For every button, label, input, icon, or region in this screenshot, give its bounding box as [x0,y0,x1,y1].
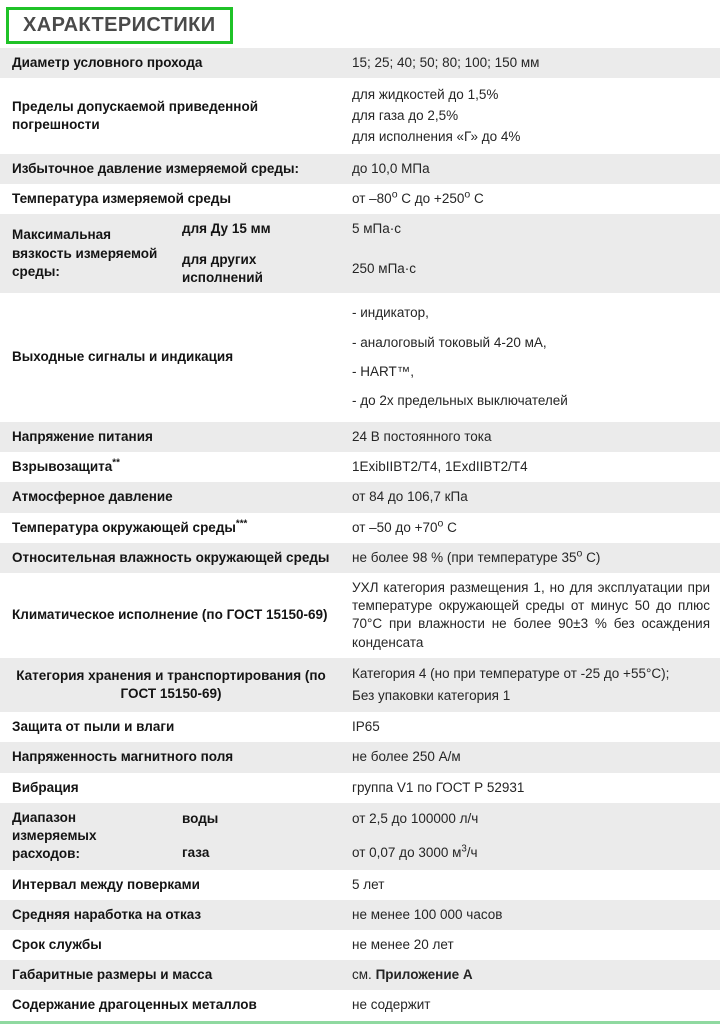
table-row-medium-temp [0,184,720,214]
medium-temp-mid: С до +250 [397,191,465,207]
row-sublabel-viscosity-du15: для Ду 15 мм [170,214,340,244]
row-value-precious-metals: не содержит [340,990,720,1020]
footnote-marker: *** [235,518,248,529]
row-value-ambient-temp [340,513,720,543]
row-value-mtbf: не менее 100 000 часов [340,900,720,930]
output-signal-limit-switches: - до 2х предельных выключателей [352,393,568,409]
table-row-viscosity-du15 [0,214,720,244]
row-sublabel-viscosity-other: для других исполнений [170,245,340,293]
bottom-accent-rule [0,1021,720,1024]
specifications-table [0,48,720,1021]
table-row-output-signals [0,293,720,422]
row-label-vibration: Вибрация [0,773,340,803]
table-row-service-life [0,930,720,960]
medium-temp-from: от –80 [352,191,392,207]
row-label-output-signals: Выходные сигналы и индикация [0,293,340,422]
row-label-supply-voltage: Напряжение питания [0,422,340,452]
flow-gas-unit: /ч [466,844,478,860]
error-limit-gas: для газа до 2,5% [352,107,459,123]
row-label-atmospheric-pressure: Атмосферное давление [0,482,340,512]
row-value-flow-water: от 2,5 до 100000 л/ч [340,803,720,836]
cubic-exponent: 3 [461,843,467,855]
explosion-protection-text: Взрывозащита [12,459,113,475]
page-title-box [6,7,233,44]
table-row-mtbf [0,900,720,930]
ambient-temp-unit: С [443,519,457,535]
table-row-ambient-temp [0,513,720,543]
row-value-pressure: до 10,0 МПа [340,154,720,184]
row-value-climate: УХЛ категория размещения 1, но для эксплуатации при температуре окружающей среды от минус 50 до плюс 70°С при влажности не более 90±3 % без осаждения конденсата [340,573,720,658]
row-value-viscosity-other: 250 мПа·с [340,245,720,293]
output-signal-hart: - HART™, [352,363,415,379]
row-sublabel-flow-water: воды [170,803,340,836]
table-row-atmospheric-pressure [0,482,720,512]
footnote-marker: ** [112,457,120,469]
row-label-viscosity: Максимальная вязкость измеряемой среды: [0,214,170,293]
row-value-service-life: не менее 20 лет [340,930,720,960]
degree-sign: о [464,188,471,201]
row-value-vibration: группа V1 по ГОСТ Р 52931 [340,773,720,803]
row-label-service-life: Срок службы [0,930,340,960]
table-row-calibration-interval [0,870,720,900]
row-value-output-signals [340,293,720,422]
row-label-explosion-protection [0,452,340,482]
table-row-precious-metals [0,990,720,1020]
humidity-value: не более 98 % (при температуре 35 [352,549,577,565]
row-value-humidity [340,543,720,573]
row-label-pressure: Избыточное давление измеряемой среды: [0,154,340,184]
row-label-medium-temp: Температура измеряемой среды [0,184,340,214]
row-label-ingress: Защита от пыли и влаги [0,712,340,742]
table-row-dimensions [0,960,720,990]
table-row-diameter [0,48,720,78]
row-label-mtbf: Средняя наработка на отказ [0,900,340,930]
ambient-temp-range: от –50 до +70 [352,519,438,535]
storage-category-4: Категория 4 (но при температуре от -25 до +55°С); [352,666,670,682]
table-row-flow-water [0,803,720,836]
row-value-storage [340,658,720,712]
output-signal-indicator: - индикатор, [352,305,429,321]
humidity-unit: С) [582,549,601,565]
table-row-magnetic-field [0,742,720,772]
row-value-error-limits [340,78,720,154]
row-value-medium-temp [340,184,720,214]
row-value-ingress: IP65 [340,712,720,742]
dimensions-see-prefix: см. [352,967,376,983]
table-row-pressure [0,154,720,184]
row-value-magnetic-field: не более 250 А/м [340,742,720,772]
row-value-viscosity-du15: 5 мПа·с [340,214,720,244]
degree-sign: о [576,547,583,560]
row-label-diameter: Диаметр условного прохода [0,48,340,78]
table-row-error-limits [0,78,720,154]
error-limit-liquids: для жидкостей до 1,5% [352,86,499,102]
row-label-error-limits: Пределы допускаемой приведенной погрешности [0,78,340,154]
table-row-storage [0,658,720,712]
row-value-supply-voltage: 24 В постоянного тока [340,422,720,452]
table-row-ingress [0,712,720,742]
row-value-diameter: 15; 25; 40; 50; 80; 100; 150 мм [340,48,720,78]
row-label-precious-metals: Содержание драгоценных металлов [0,990,340,1020]
table-row-vibration [0,773,720,803]
row-value-explosion-protection: 1ExibIIBT2/T4, 1ExdIIBT2/T4 [340,452,720,482]
page-title: ХАРАКТЕРИСТИКИ [23,14,216,36]
row-label-calibration-interval: Интервал между поверками [0,870,340,900]
row-label-ambient-temp [0,513,340,543]
row-label-climate: Климатическое исполнение (по ГОСТ 15150-69) [0,573,340,658]
degree-sign: о [437,517,444,529]
table-row-supply-voltage [0,422,720,452]
medium-temp-unit: С [470,191,484,207]
storage-unpacked-category: Без упаковки категория 1 [352,687,511,703]
page-header [0,0,720,48]
row-label-dimensions: Габаритные размеры и масса [0,960,340,990]
table-row-explosion-protection [0,452,720,482]
row-value-atmospheric-pressure: от 84 до 106,7 кПа [340,482,720,512]
row-value-dimensions [340,960,720,990]
error-limit-g-version: для исполнения «Г» до 4% [352,129,521,145]
row-label-flow-range: Диапазон измеряемых расходов: [0,803,170,870]
row-label-magnetic-field: Напряженность магнитного поля [0,742,340,772]
row-value-calibration-interval: 5 лет [340,870,720,900]
degree-sign: о [391,188,398,201]
output-signal-analog: - аналоговый токовый 4-20 мА, [352,334,547,350]
table-row-climate [0,573,720,658]
appendix-a-link[interactable]: Приложение А [375,967,473,983]
row-label-storage: Категория хранения и транспортирования (по ГОСТ 15150-69) [0,658,340,712]
row-sublabel-flow-gas: газа [170,836,340,869]
row-value-flow-gas [340,836,720,869]
flow-gas-range: от 0,07 до 3000 м [352,844,462,860]
ambient-temp-text: Температура окружающей среды [12,519,236,535]
table-row-humidity [0,543,720,573]
row-label-humidity: Относительная влажность окружающей среды [0,543,340,573]
